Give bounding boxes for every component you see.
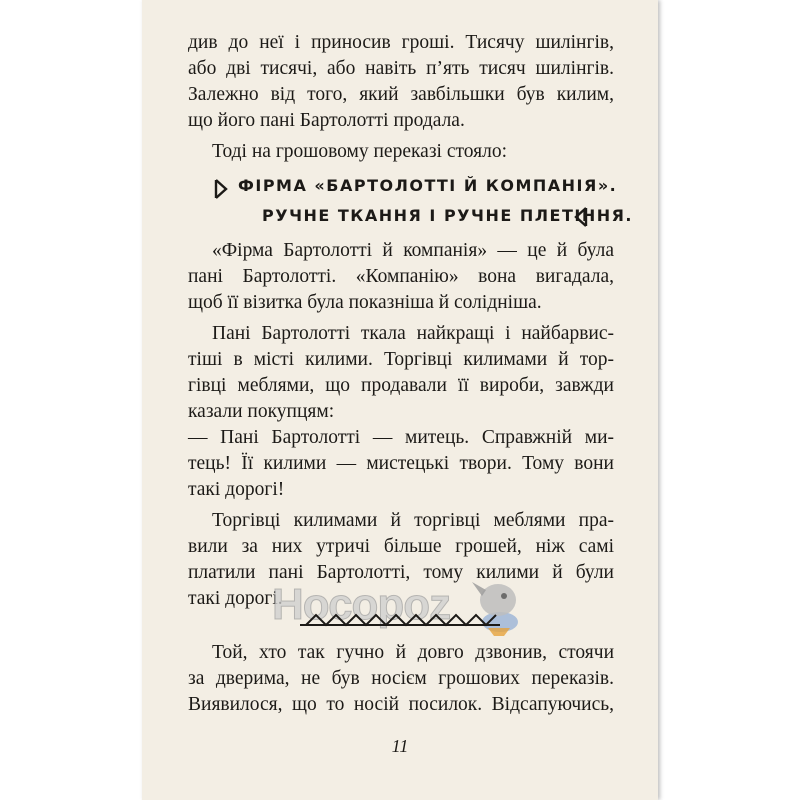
text-line: тіші в місті килими. Торгівці килимами й тор- xyxy=(188,349,614,370)
text-line: тець! Її килими — мистецькі твори. Тому вони xyxy=(188,453,614,474)
paragraph xyxy=(188,321,614,425)
text-line: вили за них утричі більше грошей, ніж самі xyxy=(188,536,614,557)
text-line: Торгівці килимами й торгівці меблями пра- xyxy=(212,510,614,531)
text-line: Тоді на грошовому переказі стояло: xyxy=(212,141,507,162)
text-line: що його пані Бартолотті продала. xyxy=(188,110,465,131)
text-line: гівці меблями, що продавали її вироби, завжди xyxy=(188,375,614,396)
text-line: за дверима, не був носієм грошових переказів. xyxy=(188,668,614,689)
text-line: див до неї і приносив гроші. Тисячу шилінгів, xyxy=(188,32,614,53)
text-block-bottom xyxy=(188,640,614,718)
right-arrow-bracket-icon xyxy=(574,206,588,228)
text-line: Виявилося, що то носій посилок. Відсапуючись, xyxy=(188,694,614,715)
book-page xyxy=(142,0,658,800)
text-line: платили пані Бартолотті, тому килими й були xyxy=(188,562,614,583)
text-block-top xyxy=(188,30,614,165)
page-number: 11 xyxy=(391,736,409,756)
text-line: пані Бартолотті. «Компанію» вона вигадала, xyxy=(188,266,614,287)
text-line: такі дорогі! xyxy=(188,479,285,500)
text-block-middle xyxy=(188,238,614,612)
paragraph xyxy=(188,30,614,134)
text-line: казали покупцям: xyxy=(188,401,335,422)
ornamental-divider xyxy=(300,609,500,631)
paragraph xyxy=(188,139,614,165)
notice-line-1: ФІРМА «БАРТОЛОТТІ Й КОМПАНІЯ». xyxy=(238,176,618,195)
text-line: Той, хто так гучно й довго дзвонив, стоячи xyxy=(212,642,614,663)
text-line: такі дорогі. xyxy=(188,588,283,609)
text-line: «Фірма Бартолотті й компанія» — це й була xyxy=(212,240,614,261)
text-line: Залежно від того, який завбільшки був килим, xyxy=(188,84,614,105)
paragraph xyxy=(188,640,614,718)
paragraph xyxy=(188,238,614,316)
text-line: щоб її візитка була показніша й солідніша. xyxy=(188,292,542,313)
text-line: або дві тисячі, або навіть п’ять тисяч шилінгів. xyxy=(188,58,614,79)
text-line: — Пані Бартолотті — митець. Справжній ми- xyxy=(188,427,614,448)
paragraph xyxy=(188,425,614,503)
watermark-text: Носороz xyxy=(272,580,451,629)
left-arrow-bracket-icon xyxy=(214,178,228,200)
notice-line-2: РУЧНЕ ТКАННЯ І РУЧНЕ ПЛЕТІННЯ. xyxy=(262,206,633,225)
text-line: Пані Бартолотті ткала найкращі і найбарвис- xyxy=(212,323,614,344)
